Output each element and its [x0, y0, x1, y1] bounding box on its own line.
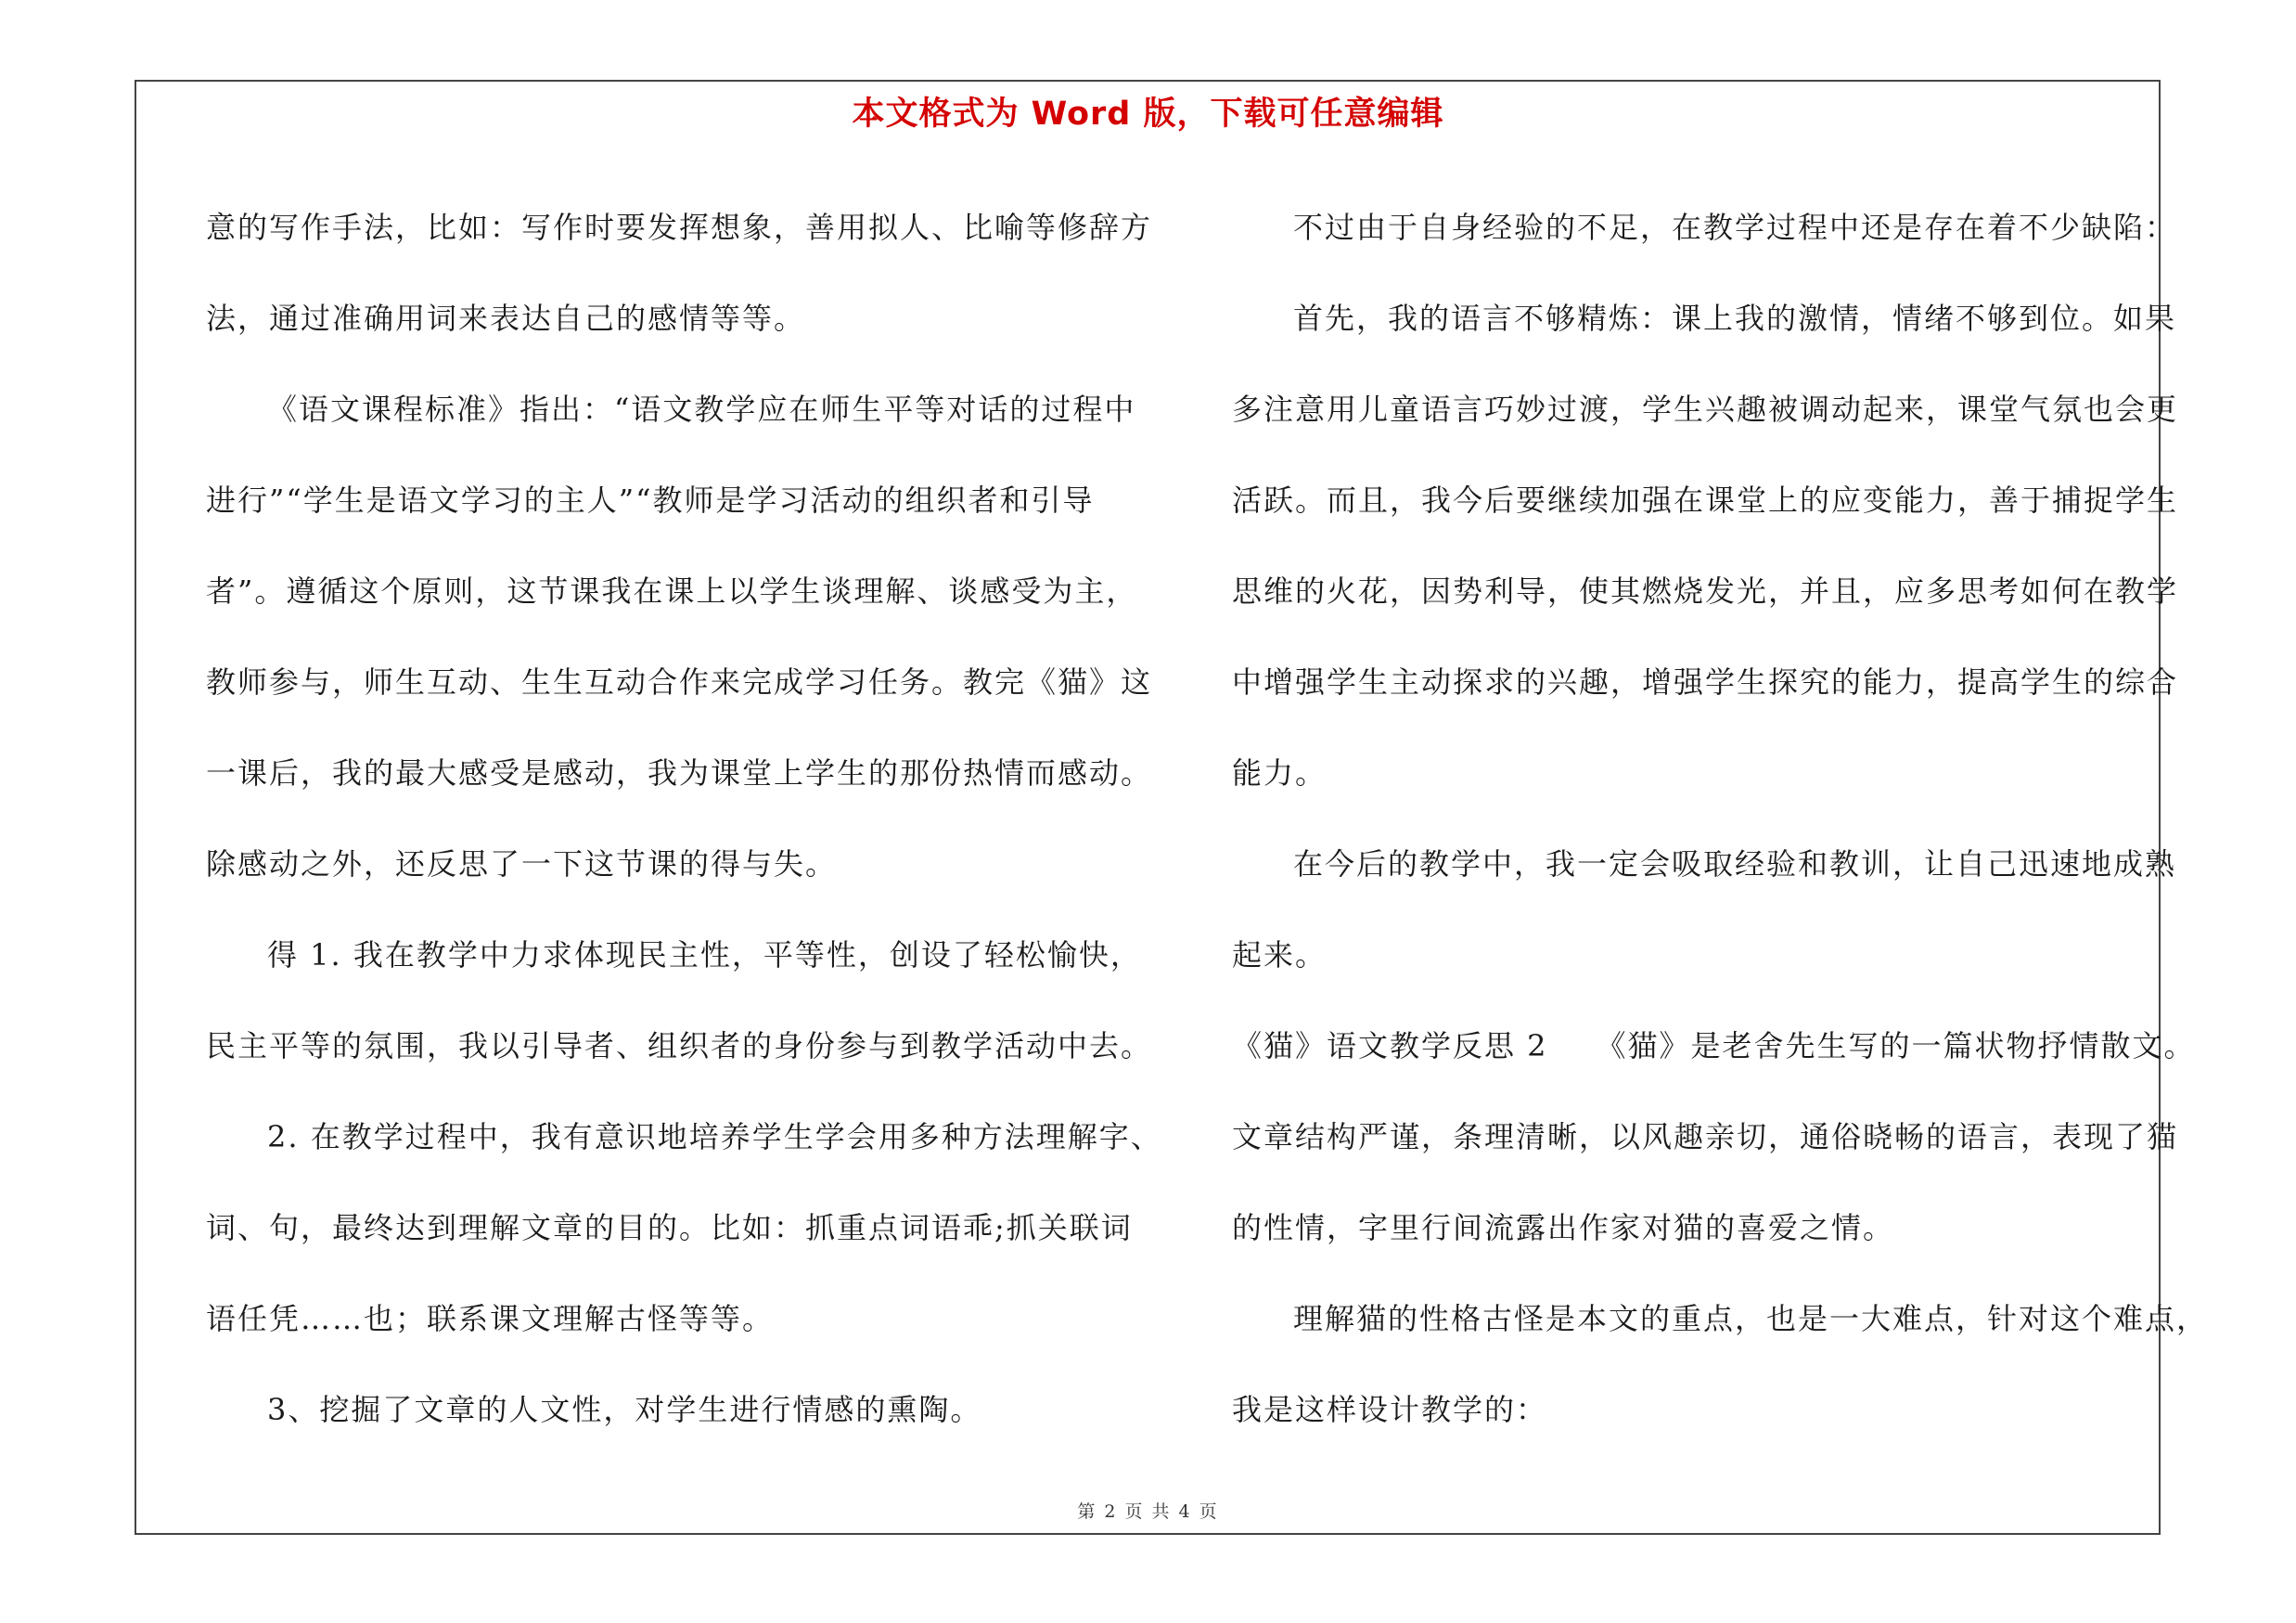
right-text-column	[1232, 182, 2209, 1455]
text-line: 意的写作手法，比如：写作时要发挥想象，善用拟人、比喻等修辞方	[206, 210, 1153, 245]
text-line: 词、句，最终达到理解文章的目的。比如：抓重点词语乖;抓关联词	[206, 1210, 1133, 1245]
text-line: 除感动之外，还反思了一下这节课的得与失。	[206, 846, 838, 882]
text-line: 2. 在教学过程中，我有意识地培养学生学会用多种方法理解字、	[267, 1119, 1162, 1154]
text-line: 中增强学生主动探求的兴趣，增强学生探究的能力，提高学生的综合	[1232, 664, 2179, 700]
text-line: 多注意用儿童语言巧妙过渡，学生兴趣被调动起来，课堂气氛也会更	[1232, 392, 2179, 427]
text-line: 《猫》语文教学反思 2 《猫》是老舍先生写的一篇状物抒情散文。	[1232, 1028, 2196, 1063]
text-line: 语任凭……也；联系课文理解古怪等等。	[206, 1301, 775, 1336]
text-line: 理解猫的性格古怪是本文的重点，也是一大难点，针对这个难点，	[1293, 1301, 2209, 1336]
text-line: 文章结构严谨，条理清晰，以风趣亲切，通俗晓畅的语言，表现了猫	[1232, 1119, 2179, 1154]
text-line: 3、挖掘了文章的人文性，对学生进行情感的熏陶。	[267, 1392, 982, 1427]
word-format-banner: 本文格式为 Word 版，下载可任意编辑	[852, 96, 1444, 133]
text-line: 在今后的教学中，我一定会吸取经验和教训，让自己迅速地成熟	[1293, 846, 2177, 882]
text-line: 我是这样设计教学的：	[1232, 1392, 1548, 1427]
page-number-footer: 第 2 页 共 4 页	[1077, 1501, 1219, 1522]
text-line: 思维的火花，因势利导，使其燃烧发光，并且，应多思考如何在教学	[1232, 573, 2179, 609]
text-line: 不过由于自身经验的不足，在教学过程中还是存在着不少缺陷：	[1293, 210, 2177, 245]
text-line: 进行”“学生是语文学习的主人”“教师是学习活动的组织者和引导	[206, 483, 1095, 518]
text-line: 的性情，字里行间流露出作家对猫的喜爱之情。	[1232, 1210, 1895, 1245]
text-line: 起来。	[1232, 937, 1328, 973]
text-line: 《语文课程标准》指出：“语文教学应在师生平等对话的过程中	[267, 392, 1136, 427]
text-line: 首先，我的语言不够精炼：课上我的激情，情绪不够到位。如果	[1293, 301, 2177, 336]
text-line: 能力。	[1232, 755, 1328, 791]
text-line: 法，通过准确用词来表达自己的感情等等。	[206, 301, 806, 336]
text-line: 得 1. 我在教学中力求体现民主性，平等性，创设了轻松愉快，	[267, 937, 1142, 973]
text-line: 者”。遵循这个原则，这节课我在课上以学生谈理解、谈感受为主，	[206, 573, 1138, 609]
text-line: 民主平等的氛围，我以引导者、组织者的身份参与到教学活动中去。	[206, 1028, 1153, 1063]
text-line: 教师参与，师生互动、生生互动合作来完成学习任务。教完《猫》这	[206, 664, 1153, 700]
text-line: 活跃。而且，我今后要继续加强在课堂上的应变能力，善于捕捉学生	[1232, 483, 2179, 518]
text-line: 一课后，我的最大感受是感动，我为课堂上学生的那份热情而感动。	[206, 755, 1153, 791]
left-text-column	[206, 182, 1162, 1455]
